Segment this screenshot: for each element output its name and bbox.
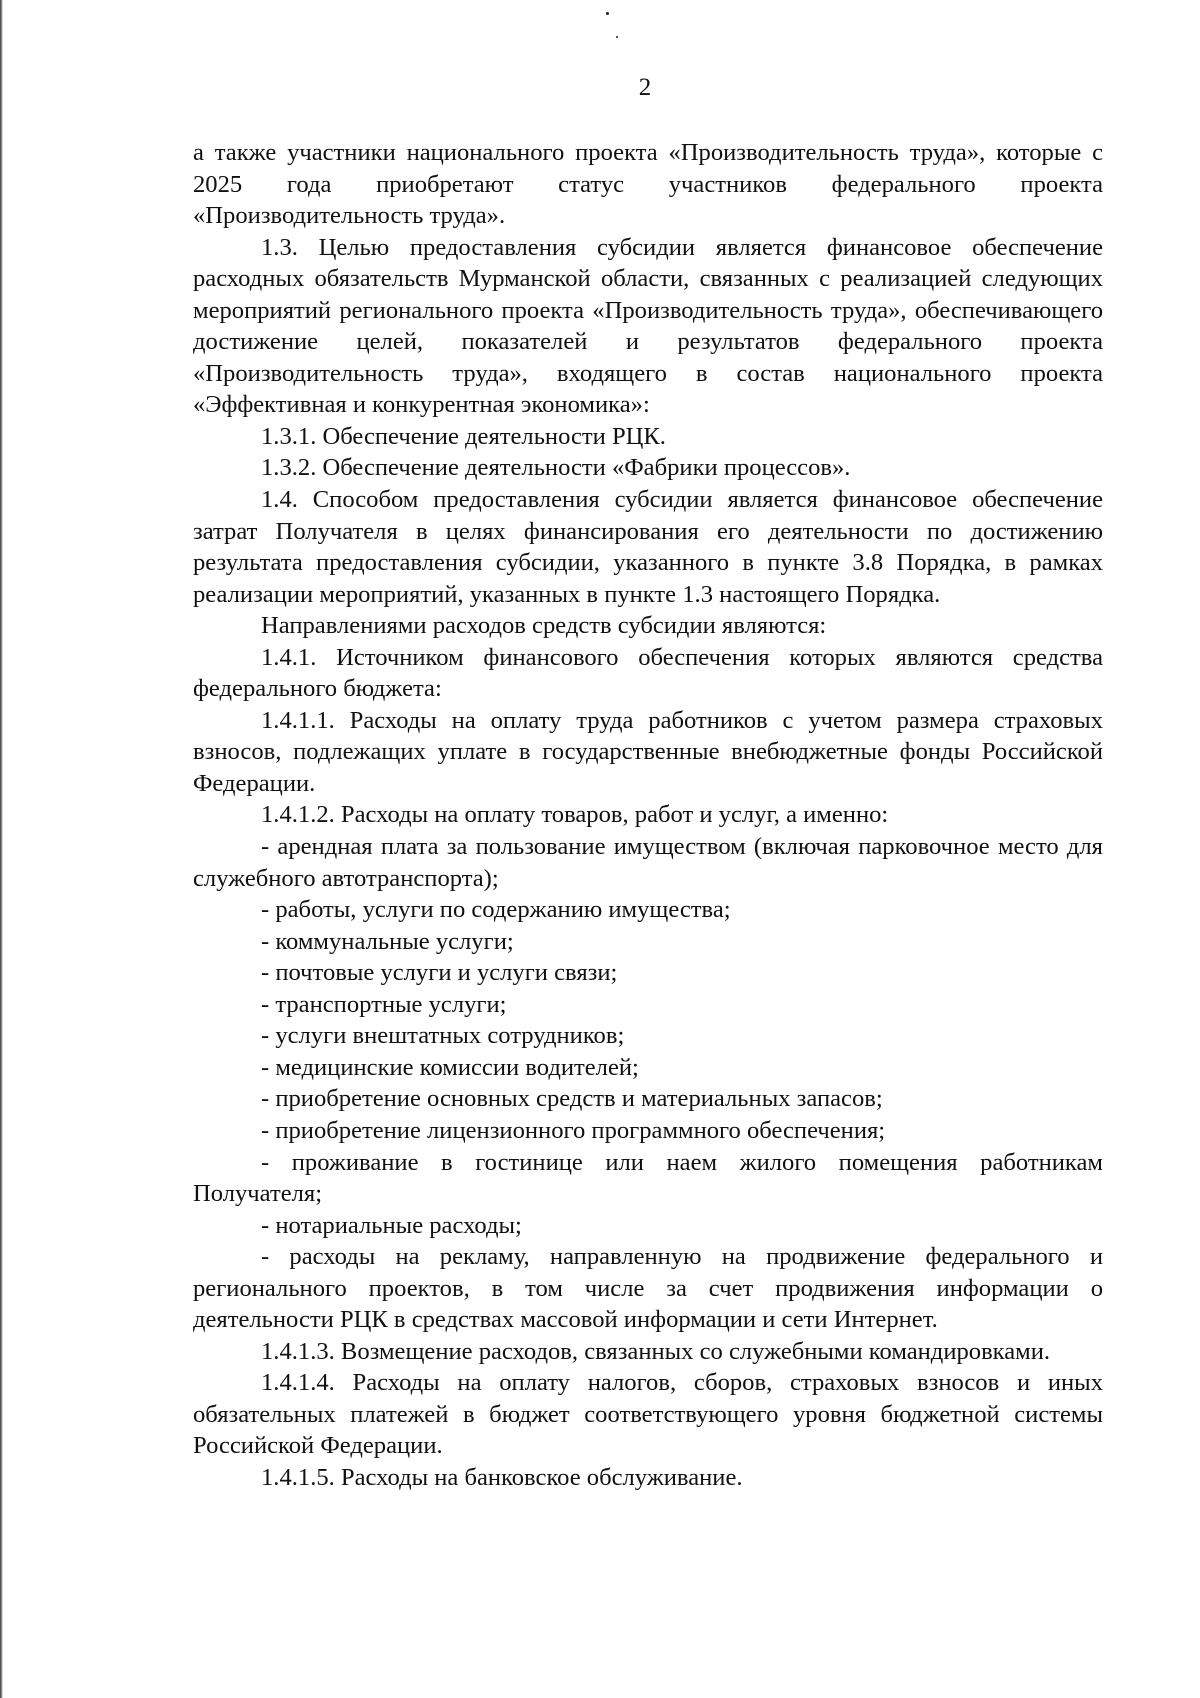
list-item: - работы, услуги по содержанию имущества; [261,896,731,924]
paragraph: 1.3.2. Обеспечение деятельности «Фабрики процессов». [261,454,851,482]
list-item: - проживание в гостинице или наем жилого помещения работникам Получателя; [193,1148,1103,1208]
list-item: - расходы на рекламу, направленную на продвижение федерального и регионального проектов, в том числе за счет продвижения информации о деятельности РЦК в средствах массовой информации и сети Интернет. [193,1243,1103,1334]
document-body [193,137,1103,1494]
list-item: - транспортные услуги; [261,990,507,1018]
paragraph: 1.4. Способом предоставления субсидии является финансовое обеспечение затрат Получателя в целях финансирования его деятельности по достижению результата предоставления субсидии, указанного в пункте 3.8 Порядка, в рамках реализации мероприятий, указанных в пункте 1.3 настоящего Порядка. [193,486,1103,608]
scan-speck [606,12,609,15]
paragraph: 1.4.1.5. Расходы на банковское обслуживание. [261,1463,743,1491]
paragraph: 1.4.1.4. Расходы на оплату налогов, сборов, страховых взносов и иных обязательных платежей в бюджет соответствующего уровня бюджетной системы Российской Федерации. [193,1369,1103,1460]
list-item: - арендная плата за пользование имуществом (включая парковочное место для служебного автотранспорта); [193,833,1103,892]
paragraph: 1.4.1.1. Расходы на оплату труда работников с учетом размера страховых взносов, подлежащих уплате в государственные внебюджетные фонды Российской Федерации. [193,706,1103,797]
list-item: - нотариальные расходы; [261,1211,522,1239]
list-item: - приобретение основных средств и материальных запасов; [261,1085,883,1113]
list-item: - почтовые услуги и услуги связи; [261,959,618,987]
list-item: - услуги внештатных сотрудников; [261,1022,625,1050]
page-number: 2 [638,74,652,101]
paragraph: 1.3.1. Обеспечение деятельности РЦК. [261,422,666,450]
paragraph: 1.3. Целью предоставления субсидии является финансовое обеспечение расходных обязательств Мурманской области, связанных с реализацией следующих мероприятий регионального проекта «Производительность труда», обеспечивающего достижение целей, показателей и результатов федерального проекта «Производительность труда», входящего в состав национального проекта «Эффективная и конкурентная экономика»: [193,233,1103,419]
paragraph: а также участники национального проекта «Производительность труда», которые с 2025 года приобретают статус участников федерального проекта «Производительность труда». [193,139,1103,230]
paragraph: Направлениями расходов средств субсидии являются: [261,612,827,640]
list-item: - приобретение лицензионного программного обеспечения; [261,1116,886,1144]
scan-speck [616,36,618,38]
paragraph: 1.4.1.3. Возмещение расходов, связанных со служебными командировками. [261,1337,1051,1365]
paragraph: 1.4.1. Источником финансового обеспечения которых являются средства федерального бюджета: [193,643,1103,703]
scan-edge [0,0,3,1698]
list-item: - медицинские комиссии водителей; [261,1053,639,1081]
paragraph: 1.4.1.2. Расходы на оплату товаров, работ и услуг, а именно: [261,801,889,829]
list-item: - коммунальные услуги; [261,927,514,955]
